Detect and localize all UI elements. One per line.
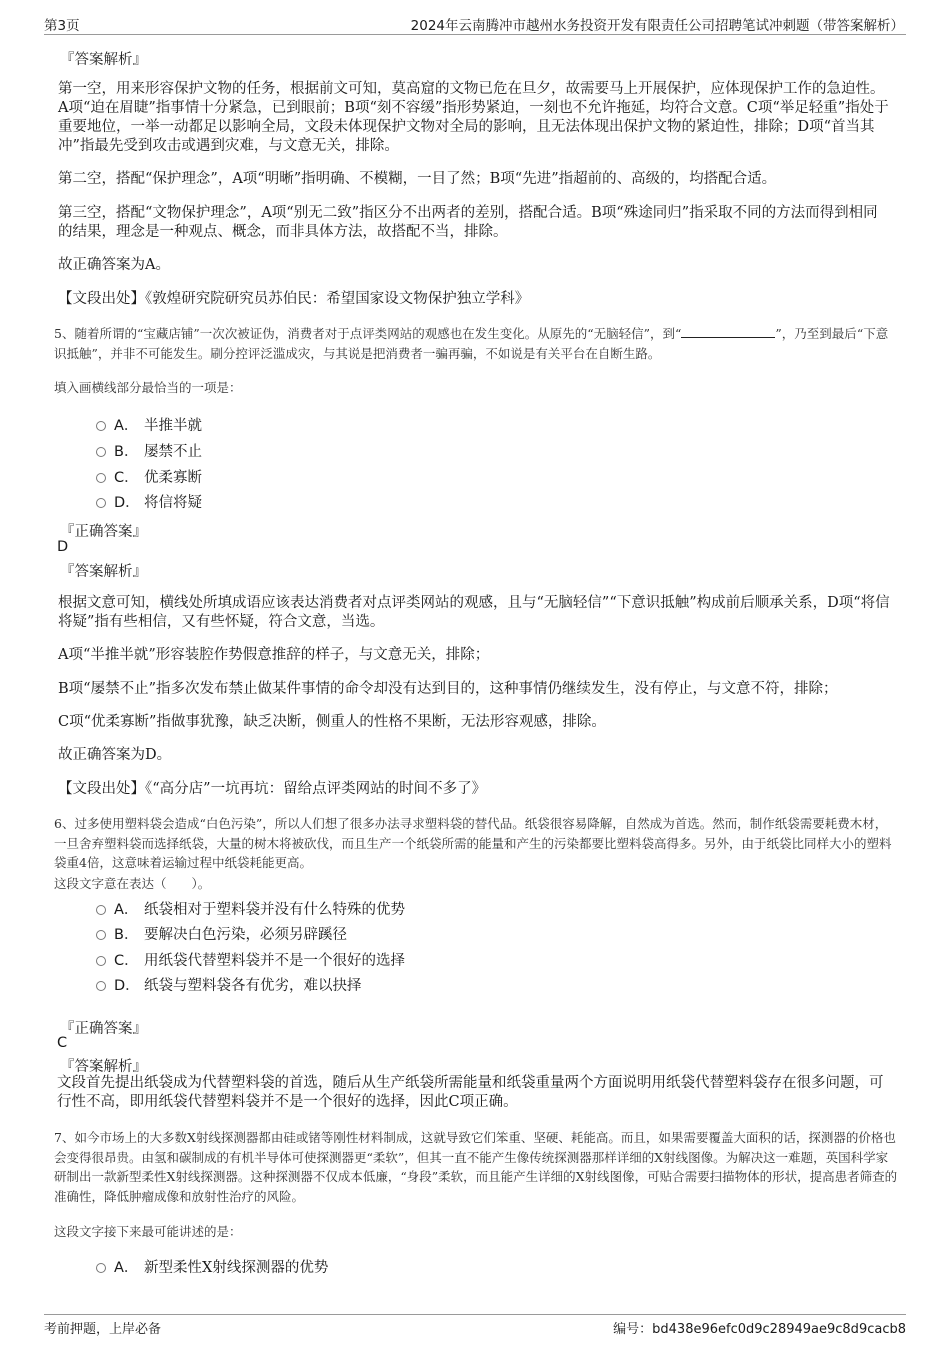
radio-icon[interactable] [96,956,106,966]
analysis-paragraph: 第三空，搭配“文物保护理念”，A项“别无二致”指区分不出两者的差别，搭配合适。B项“殊途同归”指采取不同的方法而得到相同的结果，理念是一种观点、概念，而非具体方法，故搭配不当，排除。 [58,205,878,240]
source-citation: 【文段出处】《“高分店”一坑再坑：留给点评类网站的时间不多了》 [58,781,487,797]
radio-icon[interactable] [96,421,106,431]
radio-icon[interactable] [96,930,106,940]
analysis-label: 『答案解析』 [60,564,147,580]
radio-icon[interactable] [96,498,106,508]
answer-label: 『正确答案』 [60,524,147,540]
option-a[interactable]: A． 半推半就 [96,414,202,434]
analysis-label: 『答案解析』 [60,1059,147,1075]
analysis-paragraph: 文段首先提出纸袋成为代替塑料袋的首选，随后从生产纸袋所需能量和纸袋重量两个方面说明用纸袋代替塑料袋存在很多问题，可行性不高，即用纸袋代替塑料袋并不是一个很好的选择，因此C项正确。 [57,1075,884,1110]
option-d[interactable]: D． 将信将疑 [96,491,202,511]
option-c[interactable]: C． 优柔寡断 [96,466,202,486]
analysis-paragraph: 第一空，用来形容保护文物的任务，根据前文可知，莫高窟的文物已危在旦夕，故需要马上开展保护，应体现保护工作的急迫性。A项“迫在眉睫”指事情十分紧急，已到眼前；B项“刻不容缓”指形势紧迫，一刻也不允许拖延，均符合文意。C项“举足轻重”指处于重要地位，一举一动都足以影响全局，文段未体现保护文物对全局的影响，且无法体现出保护文物的紧迫性，排除；D项“首当其冲”指最先受到攻击或遇到灾难，与文意无关，排除。 [58,81,889,154]
option-c[interactable]: C． 用纸袋代替塑料袋并不是一个很好的选择 [96,949,405,969]
analysis-paragraph: 根据文意可知，横线处所填成语应该表达消费者对点评类网站的观感，且与“无脑轻信”“下意识抵触”构成前后顺承关系，D项“将信将疑”指有些相信，又有些怀疑，符合文意，当选。 [58,595,890,630]
analysis-paragraph: 第二空，搭配“保护理念”，A项“明晰”指明确、不模糊，一目了然；B项“先进”指超前的、高级的，均搭配合适。 [58,171,777,187]
document-id: 编号：bd438e96efc0d9c28949ae9c8d9cacb8 [613,1322,906,1337]
document-title: 2024年云南腾冲市越州水务投资开发有限责任公司招聘笔试冲刺题（带答案解析） [410,18,904,34]
analysis-paragraph: B项“屡禁不止”指多次发布禁止做某件事情的命令却没有达到目的，这种事情仍继续发生，没有停止，与文意不符，排除； [58,681,838,697]
question-prompt: 填入画横线部分最恰当的一项是： [54,380,242,395]
option-b[interactable]: B． 要解决白色污染，必须另辟蹊径 [96,923,347,943]
answer-conclusion: 故正确答案为A。 [58,257,170,273]
question-stem: 6、过多使用塑料袋会造成“白色污染”，所以人们想了很多办法寻求塑料袋的替代品。纸袋很容易降解，自然成为首选。然而，制作纸袋需要耗费木材，一旦舍弃塑料袋而选择纸袋，大量的树木将被砍伐，而且生产一个纸袋所需的能量和产生的污染都要比塑料袋高得多。另外，由于纸袋比同样大小的塑料袋重4倍，这意味着运输过程中纸袋耗能更高。 [54,816,892,870]
radio-icon[interactable] [96,905,106,915]
analysis-paragraph: A项“半推半就”形容装腔作势假意推辞的样子，与文意无关，排除； [58,647,490,663]
answer-conclusion: 故正确答案为D。 [58,747,172,763]
question-stem: 5、随着所谓的“宝藏店铺”一次次被证伪，消费者对于点评类网站的观感也在发生变化。从原先的“无脑轻信”，到“ ”，乃至到最后“下意识抵触”，并非不可能发生。刷分控评泛滥成灾，与其说是把消费者一骗再骗，不如说是有关平台在自断生路。 [54,326,889,361]
correct-answer: C [57,1035,68,1051]
correct-answer: D [57,539,69,555]
analysis-paragraph: C项“优柔寡断”指做事犹豫，缺乏决断，侧重人的性格不果断，无法形容观感，排除。 [58,714,606,730]
footer-slogan: 考前押题，上岸必备 [44,1322,162,1337]
option-b[interactable]: B． 屡禁不止 [96,440,202,460]
page-header [44,12,906,35]
page-footer [44,1314,906,1337]
radio-icon[interactable] [96,1263,106,1273]
page-number: 第3页 [44,18,80,34]
radio-icon[interactable] [96,473,106,483]
radio-icon[interactable] [96,447,106,457]
question-prompt: 这段文字意在表达（ ）。 [54,876,211,891]
source-citation: 【文段出处】《敦煌研究院研究员苏伯民：希望国家设文物保护独立学科》 [58,291,530,307]
question-prompt: 这段文字接下来最可能讲述的是： [54,1224,242,1239]
question-stem: 7、如今市场上的大多数X射线探测器都由硅或锗等刚性材料制成，这就导致它们笨重、坚硬、耗能高。而且，如果需要覆盖大面积的话，探测器的价格也会变得很昂贵。由氢和碳制成的有机半导体可使探测器更“柔软”，但其一直不能产生像传统探测器那样详细的X射线图像。为解决这一难题，英国科学家研制出一款新型柔性X射线探测器。这种探测器不仅成本低廉，“身段”柔软，而且能产生详细的X射线图像，可贴合需要扫描物体的形状，提高患者筛查的准确性，降低肿瘤成像和放射性治疗的风险。 [54,1130,898,1204]
fill-blank [681,325,775,338]
answer-label: 『正确答案』 [60,1021,147,1037]
option-a[interactable]: A． 纸袋相对于塑料袋并没有什么特殊的优势 [96,898,405,918]
option-a[interactable]: A． 新型柔性X射线探测器的优势 [96,1256,328,1276]
radio-icon[interactable] [96,981,106,991]
analysis-label: 『答案解析』 [60,52,147,68]
option-d[interactable]: D． 纸袋与塑料袋各有优劣，难以抉择 [96,974,362,994]
